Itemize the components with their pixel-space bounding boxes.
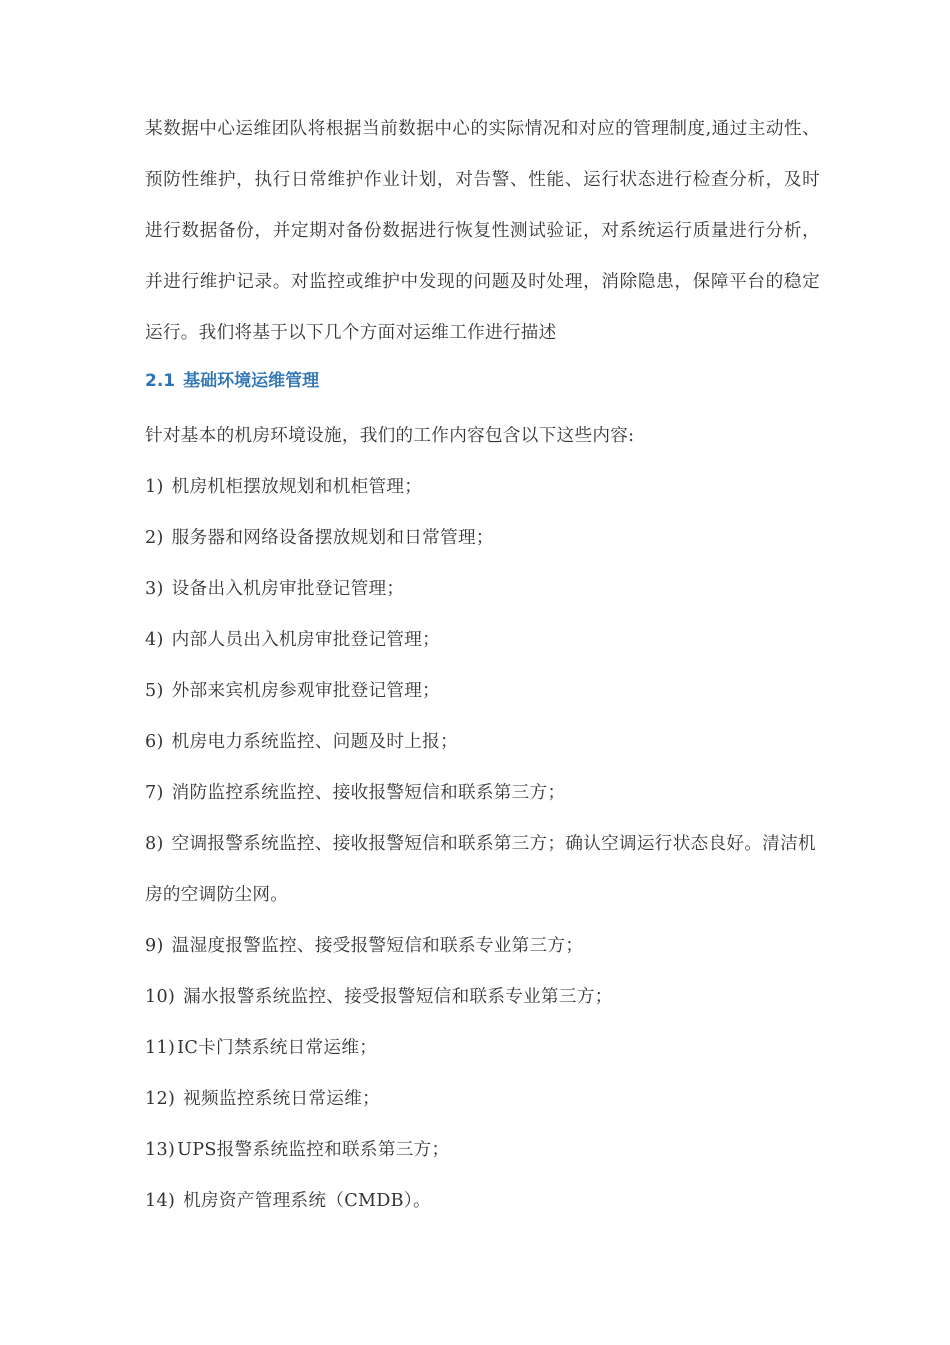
list-item-text: 温湿度报警监控、接受报警短信和联系专业第三方；: [171, 936, 584, 956]
list-marker: 6): [145, 732, 164, 752]
list-marker: 2): [145, 528, 164, 548]
list-item: [145, 717, 820, 768]
list-item-text: 机房机柜摆放规划和机柜管理；: [171, 477, 423, 497]
intro-paragraph: 某数据中心运维团队将根据当前数据中心的实际情况和对应的管理制度,通过主动性、预防性维护，执行日常维护作业计划，对告警、性能、运行状态进行检查分析，及时进行数据备份，并定期对备份数据进行恢复性测试验证，对系统运行质量进行分析，并进行维护记录。对监控或维护中发现的问题及时处理，消除隐患，保障平台的稳定运行。我们将基于以下几个方面对运维工作进行描述: [145, 119, 820, 343]
list-item: [145, 615, 820, 666]
list-marker: 5): [145, 681, 164, 701]
list-item-text: 机房电力系统监控、问题及时上报；: [171, 732, 458, 752]
list-item: [145, 666, 820, 717]
section-number: 2.1: [145, 371, 176, 391]
list-item-text: 服务器和网络设备摆放规划和日常管理；: [171, 528, 494, 548]
list-marker: 1): [145, 477, 164, 497]
list-marker: 13): [145, 1140, 176, 1160]
list-marker: 11): [145, 1038, 176, 1058]
list-item: [145, 921, 820, 972]
list-item-text: 内部人员出入机房审批登记管理；: [171, 630, 441, 650]
section-heading: [145, 359, 820, 411]
list-item: [145, 1125, 820, 1176]
list-item: [145, 462, 820, 513]
list-marker: 12): [145, 1089, 176, 1109]
list-marker: 3): [145, 579, 164, 599]
list-marker: 8): [145, 834, 164, 854]
list-item-text: 视频监控系统日常运维；: [183, 1089, 380, 1109]
list-marker: 14): [145, 1191, 176, 1211]
list-item-text: 设备出入机房审批登记管理；: [171, 579, 405, 599]
list-item-text: 外部来宾机房参观审批登记管理；: [171, 681, 441, 701]
list-item: [145, 1074, 820, 1125]
list-item: [145, 1176, 820, 1227]
task-list: [145, 462, 820, 1227]
list-marker: 7): [145, 783, 164, 803]
section-title: 基础环境运维管理: [183, 371, 320, 391]
list-item: [145, 513, 820, 564]
list-item-text: 消防监控系统监控、接收报警短信和联系第三方；: [171, 783, 566, 803]
list-item: [145, 819, 820, 921]
list-item: [145, 972, 820, 1023]
list-item-text: IC卡门禁系统日常运维；: [177, 1038, 378, 1058]
list-item-text: 漏水报警系统监控、接受报警短信和联系专业第三方；: [183, 987, 613, 1007]
list-marker: 10): [145, 987, 176, 1007]
section-lead: 针对基本的机房环境设施，我们的工作内容包含以下这些内容:: [145, 426, 635, 446]
list-item-text: 机房资产管理系统（CMDB）。: [183, 1191, 431, 1211]
list-item: [145, 768, 820, 819]
list-marker: 4): [145, 630, 164, 650]
document-body: [145, 104, 820, 1227]
list-item-text: 空调报警系统监控、接收报警短信和联系第三方；确认空调运行状态良好。清洁机房的空调防尘网。: [145, 834, 816, 905]
list-item: [145, 564, 820, 615]
list-item-text: UPS报警系统监控和联系第三方；: [177, 1140, 450, 1160]
list-item: [145, 1023, 820, 1074]
list-marker: 9): [145, 936, 164, 956]
